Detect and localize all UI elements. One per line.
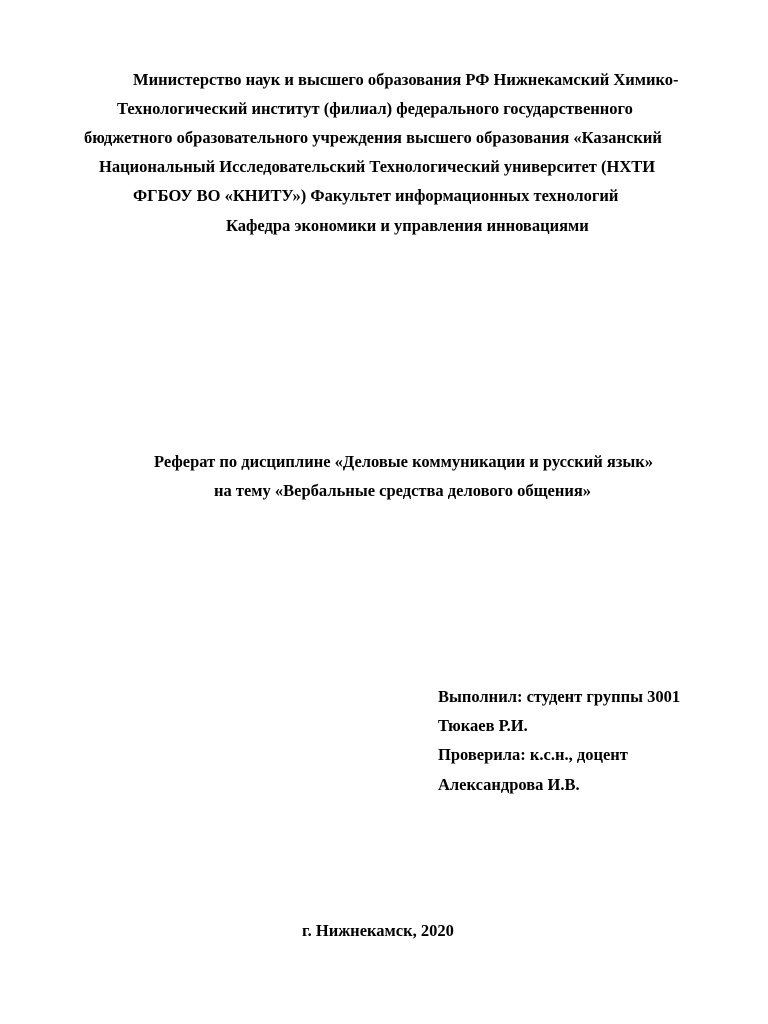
student-name: Тюкаев Р.И. — [438, 716, 528, 735]
header-line-2: Технологический институт (филиал) федерального государственного — [117, 99, 633, 118]
header-line-3: бюджетного образовательного учреждения высшего образования «Казанский — [84, 128, 662, 147]
header-line-5: ФГБОУ ВО «КНИТУ») Факультет информационных технологий — [133, 186, 619, 205]
paper-title-line-2: на тему «Вербальные средства делового общения» — [214, 481, 592, 500]
teacher-name: Александрова И.В. — [438, 775, 580, 794]
department-line: Кафедра экономики и управления инновациями — [226, 216, 589, 235]
paper-title-line-1: Реферат по дисциплине «Деловые коммуникации и русский язык» — [154, 452, 654, 471]
header-line-4: Национальный Исследовательский Технологический университет (НХТИ — [99, 157, 656, 176]
header-line-1: Министерство наук и высшего образования РФ Нижнекамский Химико- — [133, 70, 679, 89]
checked-by-line: Проверила: к.с.н., доцент — [438, 745, 628, 764]
performed-by-line: Выполнил: студент группы 3001 — [438, 687, 681, 706]
city-year: г. Нижнекамск, 2020 — [302, 921, 454, 940]
